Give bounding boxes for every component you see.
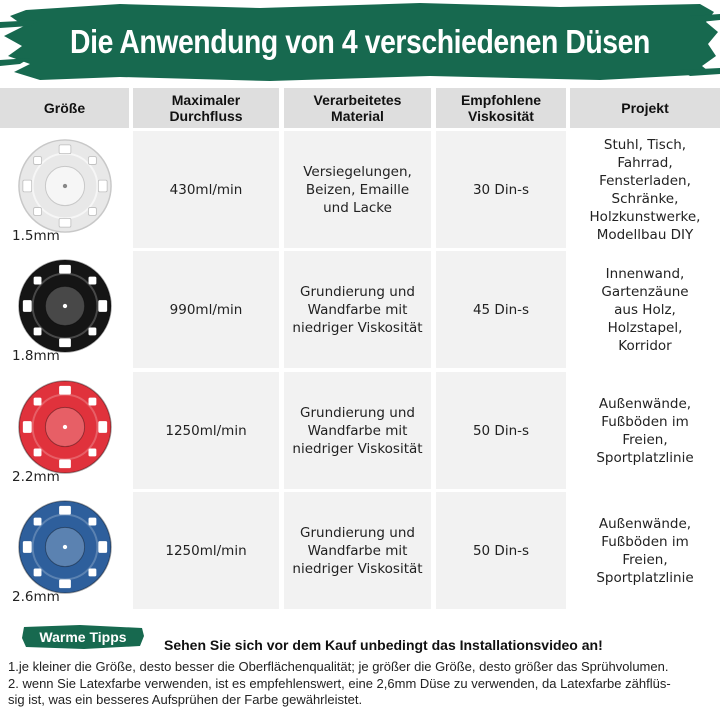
nozzle-icon (16, 498, 114, 596)
project-line: Fußböden im (601, 533, 689, 550)
column-header-flow-line: Durchfluss (169, 108, 243, 124)
size-label: 2.6mm (12, 589, 60, 605)
project-line: Innenwand, (605, 265, 685, 282)
project-cell (570, 131, 720, 248)
tips-line: 2. wenn Sie Latexfarbe verwenden, ist es empfehlenswert, eine 2,6mm Düse zu verwenden, da Latexfarbe zähflüs- (8, 676, 671, 691)
viscosity-text: 30 Din-s (472, 181, 530, 198)
tips-badge: Warme Tipps (39, 629, 127, 645)
column-header-flow-line: Maximaler (171, 92, 241, 108)
flow-cell (133, 492, 279, 609)
material-line: Grundierung und (300, 283, 415, 300)
material-cell (284, 372, 431, 489)
size-cell (0, 372, 129, 489)
tips-line: 1.je kleiner die Größe, desto besser die Oberflächenqualität; je größer die Größe, desto größer das Sprühvolumen. (8, 659, 669, 674)
nozzle-icon (16, 257, 114, 355)
project-line: Gartenzäune (601, 283, 689, 300)
project-text (596, 515, 693, 587)
material-cell (284, 251, 431, 368)
material-text (292, 283, 422, 337)
project-line: aus Holz, (614, 301, 676, 318)
material-line: Wandfarbe mit (307, 301, 408, 318)
material-line: Grundierung und (300, 524, 415, 541)
project-line: Stuhl, Tisch, (603, 136, 687, 153)
column-header-project-label: Projekt (621, 100, 669, 116)
material-line: Wandfarbe mit (307, 542, 408, 559)
nozzle-table (0, 88, 720, 609)
tips-line: sig ist, was ein besseres Aufsprühen der Farbe gewährleistet. (8, 692, 363, 707)
material-line: Versiegelungen, (303, 163, 412, 180)
material-text (292, 404, 422, 458)
project-line: Fußböden im (601, 413, 689, 430)
project-line: Freien, (622, 551, 668, 568)
material-line: Wandfarbe mit (307, 422, 408, 439)
flow-cell (133, 251, 279, 368)
column-header-viscosity-line: Viskosität (468, 108, 534, 124)
nozzle-icon (16, 137, 114, 235)
viscosity-text: 45 Din-s (472, 301, 530, 318)
material-line: und Lacke (323, 199, 392, 216)
column-header-material-line: Verarbeitetes (313, 92, 402, 108)
viscosity-text: 50 Din-s (472, 422, 530, 439)
size-label: 2.2mm (12, 469, 60, 485)
project-cell (570, 372, 720, 489)
column-header-material (284, 88, 431, 128)
flow-cell (133, 131, 279, 248)
nozzle-icon (16, 378, 114, 476)
project-text (596, 395, 693, 467)
column-header-project (570, 88, 720, 128)
tips-headline: Sehen Sie sich vor dem Kauf unbedingt das Installationsvideo an! (164, 637, 603, 653)
page-title: Die Anwendung von 4 verschiedenen Düsen (70, 23, 650, 60)
viscosity-cell (436, 372, 566, 489)
project-line: Sportplatzlinie (596, 569, 694, 586)
flow-cell (133, 372, 279, 489)
column-header-viscosity (436, 88, 566, 128)
project-line: Holzstapel, (607, 319, 683, 336)
project-line: Außenwände, (598, 395, 692, 412)
column-header-flow (133, 88, 279, 128)
size-label: 1.8mm (12, 348, 60, 364)
flow-text: 1250ml/min (165, 542, 247, 559)
viscosity-cell (436, 131, 566, 248)
project-line: Außenwände, (598, 515, 692, 532)
material-line: Grundierung und (300, 404, 415, 421)
project-line: Fahrrad, (617, 154, 673, 171)
flow-text: 990ml/min (169, 301, 243, 318)
size-cell (0, 251, 129, 368)
project-line: Sportplatzlinie (596, 449, 694, 466)
material-line: niedriger Viskosität (292, 440, 423, 457)
material-text (292, 524, 422, 578)
flow-text: 430ml/min (169, 181, 243, 198)
material-line: niedriger Viskosität (292, 560, 423, 577)
column-header-size-label: Größe (43, 100, 86, 116)
material-text (303, 163, 412, 217)
material-cell (284, 492, 431, 609)
title-banner (0, 0, 720, 84)
column-header-material-line: Material (331, 108, 384, 124)
project-line: Fensterladen, (599, 172, 691, 189)
project-line: Modellbau DIY (596, 226, 694, 243)
project-text (590, 136, 701, 244)
project-text (601, 265, 688, 355)
column-header-viscosity-line: Empfohlene (460, 92, 542, 108)
project-line: Schränke, (611, 190, 679, 207)
size-label: 1.5mm (12, 228, 60, 244)
viscosity-text: 50 Din-s (472, 542, 530, 559)
project-cell (570, 492, 720, 609)
material-line: Beizen, Emaille (305, 181, 410, 198)
project-cell (570, 251, 720, 368)
flow-text: 1250ml/min (165, 422, 247, 439)
viscosity-cell (436, 251, 566, 368)
material-line: niedriger Viskosität (292, 319, 423, 336)
project-line: Holzkunstwerke, (589, 208, 701, 225)
viscosity-cell (436, 492, 566, 609)
size-cell (0, 492, 129, 609)
size-cell (0, 131, 129, 248)
material-cell (284, 131, 431, 248)
project-line: Korridor (618, 337, 672, 354)
project-line: Freien, (622, 431, 668, 448)
column-header-size (0, 88, 129, 128)
